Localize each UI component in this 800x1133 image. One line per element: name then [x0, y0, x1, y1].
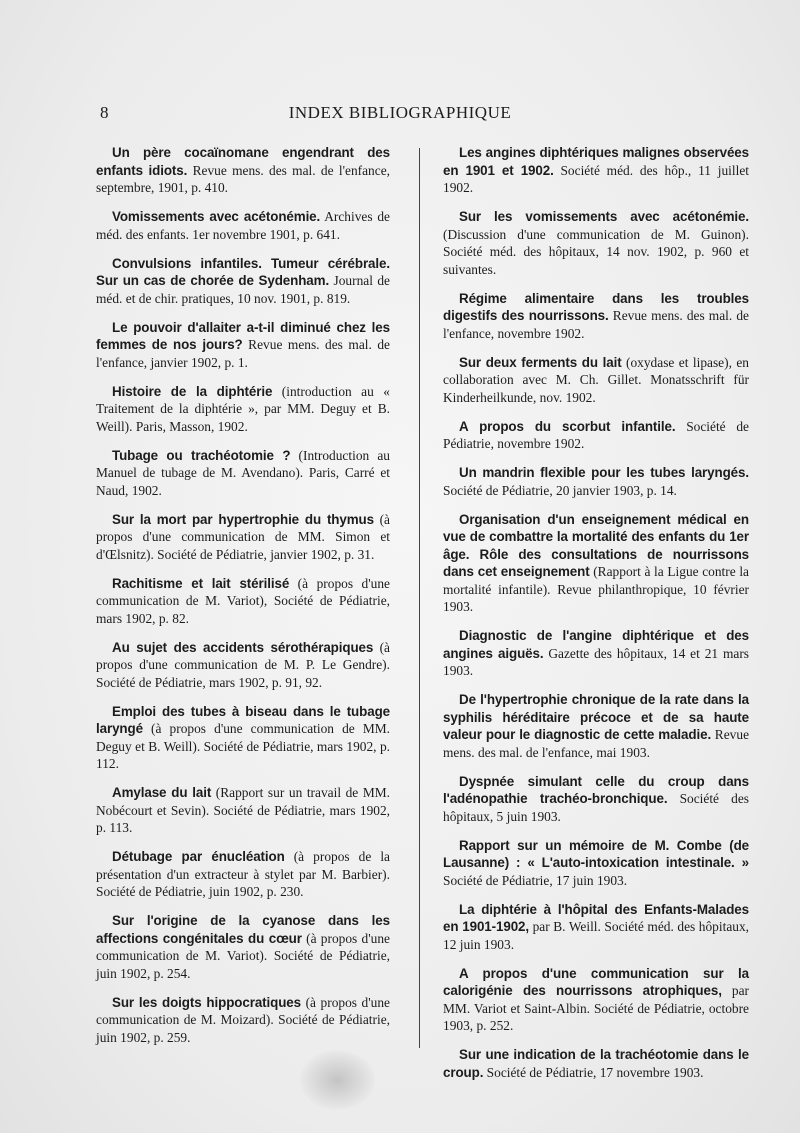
running-title: INDEX BIBLIOGRAPHIQUE [288, 103, 512, 122]
entry-source: (à propos d'une communication de MM. Deguy et B. Weill). Société de Pédiatrie, mars 1902, p. 112. [96, 721, 390, 771]
entry-source: (à propos d'une communication de M. Variot), Société de Pédiatrie, mars 1902, p. 82. [96, 575, 390, 626]
entry-title: La diphtérie à l'hôpital des Enfants-Malades en 1901-1902, [443, 901, 749, 934]
entry-source: Gazette des hôpitaux, 14 et 21 mars 1903. [443, 645, 749, 678]
entry-title: Emploi des tubes à biseau dans le tubage laryngé [96, 703, 390, 736]
bibliography-entry [443, 290, 749, 343]
bibliography-entry [443, 901, 749, 954]
column-divider [419, 148, 420, 1048]
entry-source: Société de Pédiatrie, 17 novembre 1903. [483, 1064, 704, 1080]
bibliography-entry [443, 511, 749, 616]
entry-source: (oxydase et lipase), en collaboration avec M. Ch. Gillet. Monatsschrift für Kinderheilkunde, nov. 1902. [443, 354, 749, 405]
bibliography-entry [443, 464, 749, 499]
bibliography-entry [96, 383, 390, 436]
bibliography-entry [443, 208, 749, 278]
entry-source: Revue mens. des mal. de l'enfance, mai 1903. [443, 727, 750, 760]
entry-title: A propos d'une communication sur la calorigénie des nourrissons atrophiques, [443, 965, 749, 998]
bibliography-entry [96, 319, 390, 372]
entry-title: Au sujet des accidents sérothérapiques [112, 639, 374, 655]
bibliography-entry [443, 144, 749, 197]
bibliography-entry [96, 144, 390, 197]
entry-title: Rapport sur un mémoire de M. Combe (de Lausanne) : « L'auto-intoxication intestinale. » [443, 837, 749, 870]
bibliography-entry [96, 639, 390, 692]
entry-title: Organisation d'un enseignement médical en vue de combattre la mortalité des enfants du 1er âge. Rôle des consultations de nourrissons dans cet enseignement [443, 511, 749, 579]
entry-source: Revue mens. des mal. de l'enfance, janvier 1902, p. 1. [96, 337, 390, 370]
bibliography-entry [96, 208, 390, 243]
entry-title: Diagnostic de l'angine diphtérique et des angines aiguës. [443, 628, 749, 661]
bibliography-entry [443, 418, 749, 453]
entry-source: Revue mens. des mal. de l'enfance, septembre, 1901, p. 410. [96, 162, 390, 195]
entry-title: Le pouvoir d'allaiter a-t-il diminué chez les femmes de nos jours? [96, 319, 390, 352]
entry-source: Société méd. des hôp., 11 juillet 1902. [443, 162, 749, 195]
bibliography-entry [443, 965, 749, 1035]
entry-source: (à propos d'une communication de MM. Simon et d'Œlsnitz). Société de Pédiatrie, janvier 1902, p. 31. [96, 511, 390, 562]
entry-source: Société de Pédiatrie, 17 juin 1903. [443, 872, 628, 888]
entry-source: par MM. Variot et Saint-Albin. Société de Pédiatrie, octobre 1903, p. 252. [443, 983, 749, 1033]
bibliography-entry [96, 575, 390, 628]
bibliography-entry [443, 1046, 749, 1081]
fingerprint-smudge [300, 1050, 375, 1110]
bibliography-entry [96, 703, 390, 773]
entry-source: (Introduction au Manuel de tubage de M. Avendano). Paris, Carré et Naud, 1902. [96, 447, 390, 498]
entry-source: Revue mens. des mal. de l'enfance, novembre 1902. [443, 308, 750, 341]
entry-source: (Rapport sur un travail de MM. Nobécourt et Sevin). Société de Pédiatrie, mars 1902, p. 113. [96, 785, 390, 835]
bibliography-entry [96, 784, 390, 837]
page-number: 8 [100, 103, 109, 122]
bibliography-entry [96, 511, 390, 564]
entry-title: Régime alimentaire dans les troubles digestifs des nourrissons. [443, 290, 749, 323]
entry-title: Détubage par énucléation [112, 849, 285, 864]
entry-title: Histoire de la diphtérie [112, 383, 273, 399]
bibliography-entry [96, 994, 390, 1047]
entry-source: (introduction au « Traitement de la diphtérie », par MM. Deguy et B. Weill). Paris, Masson, 1902. [96, 383, 390, 434]
entry-title: Sur la mort par hypertrophie du thymus [112, 511, 374, 527]
bibliography-entry [443, 627, 749, 680]
right-column [443, 144, 749, 1093]
entry-source: (Rapport à la Ligue contre la mortalité infantile). Revue philanthropique, 10 février 1903. [443, 564, 749, 614]
entry-source: Société des hôpitaux, 5 juin 1903. [443, 791, 749, 824]
entry-title: Dyspnée simulant celle du croup dans l'adénopathie trachéo-bronchique. [443, 773, 749, 806]
entry-source: (à propos d'une communication de M. Moizard). Société de Pédiatrie, juin 1902, p. 259. [96, 994, 390, 1045]
entry-title: Un mandrin flexible pour les tubes laryngés. [459, 465, 749, 480]
entry-title: Sur deux ferments du lait [459, 354, 622, 370]
entry-title: De l'hypertrophie chronique de la rate dans la syphilis héréditaire précoce et de sa haute valeur pour le diagnostic de cette maladie. [443, 692, 749, 742]
entry-source: (à propos d'une communication de M. P. Le Gendre). Société de Pédiatrie, mars 1902, p. 91, 92. [96, 639, 390, 690]
entry-source: Archives de méd. des enfants. 1er novembre 1901, p. 641. [96, 209, 390, 242]
bibliography-entry [443, 837, 749, 890]
entry-title: Un père cocaïnomane engendrant des enfants idiots. [96, 145, 390, 178]
entry-source: (Discussion d'une communication de M. Guinon). Société méd. des hôpitaux, 14 nov. 1902, p. 960 et suivantes. [443, 226, 749, 277]
entry-title: Sur l'origine de la cyanose dans les affections congénitales du cœur [96, 913, 390, 946]
entry-source: Société de Pédiatrie, 20 janvier 1903, p. 14. [443, 482, 677, 498]
entry-title: Convulsions infantiles. Tumeur cérébrale. Sur un cas de chorée de Sydenham. [96, 255, 390, 288]
page-header [0, 103, 800, 127]
entry-title: Sur les doigts hippocratiques [112, 994, 301, 1010]
bibliography-entry [96, 848, 390, 901]
bibliography-entry [96, 447, 390, 500]
entry-title: Sur une indication de la trachéotomie dans le croup. [443, 1047, 749, 1080]
entry-source: (à propos de la présentation d'un extracteur à stylet par M. Barbier). Société de Pédiatrie, juin 1902, p. 230. [96, 849, 390, 899]
entry-source: par B. Weill. Société méd. des hôpitaux, 12 juin 1903. [443, 919, 749, 952]
entry-title: Amylase du lait [112, 785, 212, 800]
entry-source: Société de Pédiatrie, novembre 1902. [443, 418, 749, 451]
entry-source: Journal de méd. et de chir. pratiques, 10 nov. 1901, p. 819. [96, 273, 390, 306]
left-column [96, 144, 390, 1058]
entry-source: (à propos d'une communication de M. Variot). Société de Pédiatrie, juin 1902, p. 254. [96, 930, 390, 981]
bibliography-entry [96, 255, 390, 308]
bibliography-entry [96, 912, 390, 982]
entry-title: Vomissements avec acétonémie. [112, 209, 321, 224]
bibliography-entry [443, 354, 749, 407]
entry-title: Tubage ou trachéotomie ? [112, 447, 291, 463]
entry-title: A propos du scorbut infantile. [459, 418, 676, 434]
entry-title: Rachitisme et lait stérilisé [112, 575, 290, 591]
entry-title: Sur les vomissements avec acétonémie. [459, 209, 749, 224]
bibliography-entry [443, 691, 749, 761]
entry-title: Les angines diphtériques malignes observées en 1901 et 1902. [443, 145, 749, 178]
bibliography-entry [443, 773, 749, 826]
